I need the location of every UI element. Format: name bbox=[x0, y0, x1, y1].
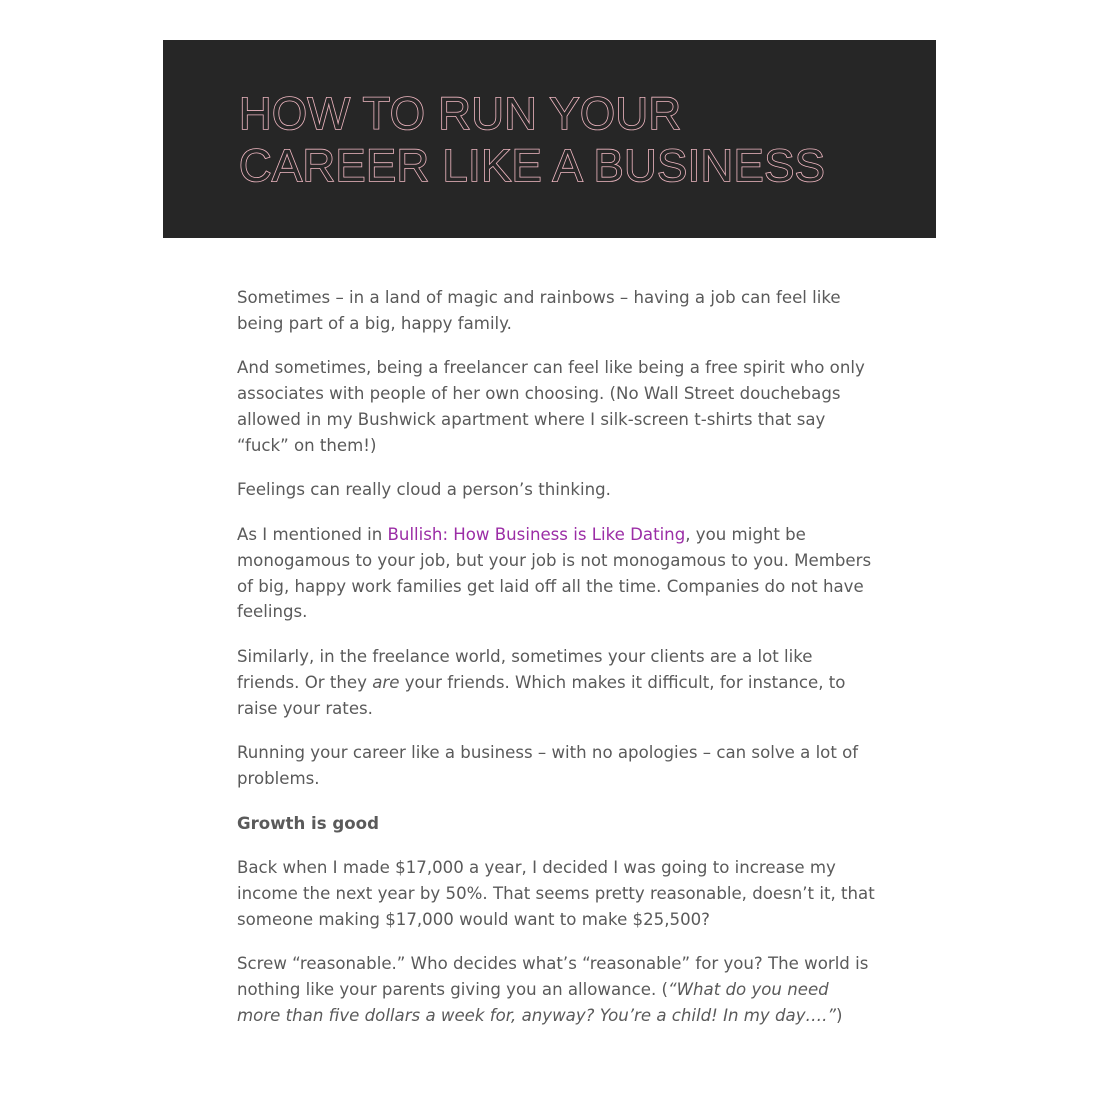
paragraph-1: Sometimes – in a land of magic and rainbows – having a job can feel like being part of a big, happy family. bbox=[237, 288, 841, 333]
paragraph-4-text-after: , you might be monogamous to your job, but your job is not monogamous to you. Members of big, happy work families get laid off all the time. Companies do not have feelings. bbox=[237, 524, 872, 622]
article-body bbox=[237, 285, 877, 1048]
paragraph-7: Back when I made $17,000 a year, I decided I was going to increase my income the next year by 50%. That seems pretty reasonable, doesn’t it, that someone making $17,000 would want to make $25,500? bbox=[237, 858, 875, 929]
section-subheading: Growth is good bbox=[237, 813, 379, 833]
paragraph-2: And sometimes, being a freelancer can feel like being a free spirit who only associates with people of her own choosing. (No Wall Street douchebags allowed in my Bushwick apartment where I silk-screen t-shirts that say “fuck” on them!) bbox=[237, 358, 865, 455]
paragraph-8-text-after: ) bbox=[836, 1005, 843, 1025]
paragraph-4-text-before: As I mentioned in bbox=[237, 524, 388, 544]
paragraph-8 bbox=[237, 951, 877, 1028]
paragraph-4 bbox=[237, 522, 877, 625]
paragraph-8-text-before: Screw “reasonable.” Who decides what’s “reasonable” for you? The world is nothing like your parents giving you an allowance. ( bbox=[237, 954, 869, 1000]
header-banner bbox=[163, 40, 936, 238]
paragraph-5-emphasis: are bbox=[372, 672, 400, 692]
paragraph-5-text-before: Similarly, in the freelance world, sometimes your clients are a lot like friends. Or they bbox=[237, 646, 813, 692]
paragraph-6: Running your career like a business – with no apologies – can solve a lot of problems. bbox=[237, 743, 859, 788]
paragraph-3: Feelings can really cloud a person’s thinking. bbox=[237, 480, 611, 500]
paragraph-8-quote: “What do you need more than five dollars a week for, anyway? You’re a child! In my day….” bbox=[237, 980, 837, 1025]
paragraph-5 bbox=[237, 644, 877, 721]
bullish-dating-link[interactable]: Bullish: How Business is Like Dating bbox=[387, 524, 686, 544]
paragraph-5-text-after: your friends. Which makes it difficult, for instance, to raise your rates. bbox=[237, 672, 846, 718]
article-title-line-2: CAREER LIKE A BUSINESS bbox=[239, 140, 826, 191]
article-title-line-1: HOW TO RUN YOUR bbox=[239, 88, 682, 139]
